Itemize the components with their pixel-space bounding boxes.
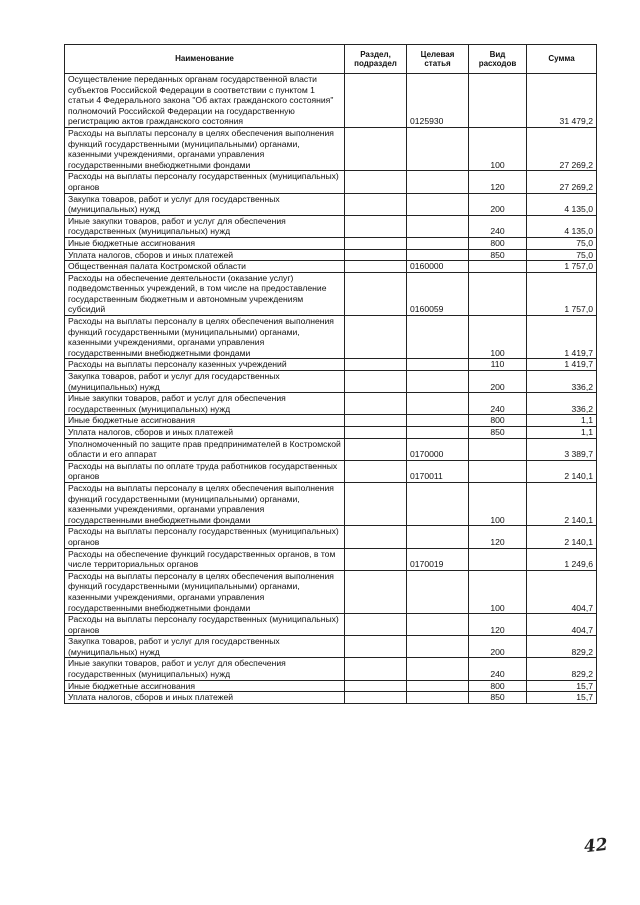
- row-article-cell: [407, 371, 469, 393]
- table-row: [65, 272, 597, 315]
- row-amount-cell: 336,2: [527, 371, 597, 393]
- page-number: 42: [583, 834, 609, 858]
- header-expense-type: Вид расходов: [469, 45, 527, 74]
- row-amount-cell: 404,7: [527, 570, 597, 613]
- row-name-cell: Иные бюджетные ассигнования: [65, 415, 345, 427]
- row-section-cell: [345, 127, 407, 170]
- row-section-cell: [345, 526, 407, 548]
- row-name-cell: Закупка товаров, работ и услуг для государственных (муниципальных) нужд: [65, 193, 345, 215]
- row-amount-cell: 4 135,0: [527, 215, 597, 237]
- table-row: [65, 215, 597, 237]
- row-amount-cell: 31 479,2: [527, 74, 597, 128]
- row-expense-type-cell: 120: [469, 526, 527, 548]
- row-article-cell: [407, 415, 469, 427]
- table-row: [65, 636, 597, 658]
- row-section-cell: [345, 636, 407, 658]
- row-article-cell: [407, 127, 469, 170]
- table-row: [65, 460, 597, 482]
- row-section-cell: [345, 460, 407, 482]
- row-amount-cell: 1,1: [527, 415, 597, 427]
- row-amount-cell: 2 140,1: [527, 526, 597, 548]
- row-name-cell: Осуществление переданных органам государственной власти субъектов Российской Федерации в соответствии с пунктом 1 статьи 4 Федерального закона "Об актах гражданского состояния" полномочий Российской Федерации на государственную регистрацию актов гражданского состояния: [65, 74, 345, 128]
- row-name-cell: Расходы на выплаты персоналу государственных (муниципальных) органов: [65, 171, 345, 193]
- row-expense-type-cell: 800: [469, 415, 527, 427]
- row-section-cell: [345, 171, 407, 193]
- row-name-cell: Иные бюджетные ассигнования: [65, 237, 345, 249]
- row-article-cell: [407, 249, 469, 261]
- table-row: [65, 249, 597, 261]
- table-row: [65, 548, 597, 570]
- row-name-cell: Расходы на выплаты персоналу государственных (муниципальных) органов: [65, 526, 345, 548]
- row-section-cell: [345, 237, 407, 249]
- header-name: Наименование: [65, 45, 345, 74]
- row-expense-type-cell: 850: [469, 249, 527, 261]
- row-expense-type-cell: 800: [469, 680, 527, 692]
- row-amount-cell: 404,7: [527, 614, 597, 636]
- row-amount-cell: 829,2: [527, 658, 597, 680]
- row-name-cell: Расходы на выплаты по оплате труда работников государственных органов: [65, 460, 345, 482]
- budget-table: [64, 44, 597, 704]
- table-row: [65, 614, 597, 636]
- row-article-cell: [407, 570, 469, 613]
- row-expense-type-cell: [469, 460, 527, 482]
- row-article-cell: [407, 658, 469, 680]
- row-amount-cell: 2 140,1: [527, 460, 597, 482]
- row-section-cell: [345, 427, 407, 439]
- row-section-cell: [345, 74, 407, 128]
- row-expense-type-cell: 100: [469, 127, 527, 170]
- row-expense-type-cell: 240: [469, 393, 527, 415]
- row-section-cell: [345, 261, 407, 273]
- row-expense-type-cell: [469, 548, 527, 570]
- table-row: [65, 74, 597, 128]
- row-expense-type-cell: 100: [469, 482, 527, 525]
- row-amount-cell: 75,0: [527, 249, 597, 261]
- row-expense-type-cell: [469, 74, 527, 128]
- row-article-cell: 0170000: [407, 438, 469, 460]
- row-expense-type-cell: 200: [469, 371, 527, 393]
- row-section-cell: [345, 482, 407, 525]
- row-article-cell: 0160000: [407, 261, 469, 273]
- row-expense-type-cell: 200: [469, 636, 527, 658]
- row-section-cell: [345, 316, 407, 359]
- row-amount-cell: 336,2: [527, 393, 597, 415]
- row-amount-cell: 1,1: [527, 427, 597, 439]
- row-expense-type-cell: [469, 272, 527, 315]
- row-name-cell: Расходы на выплаты персоналу казенных учреждений: [65, 359, 345, 371]
- row-amount-cell: 27 269,2: [527, 171, 597, 193]
- row-expense-type-cell: 110: [469, 359, 527, 371]
- row-amount-cell: 1 249,6: [527, 548, 597, 570]
- row-expense-type-cell: [469, 438, 527, 460]
- row-expense-type-cell: 120: [469, 171, 527, 193]
- row-article-cell: 0125930: [407, 74, 469, 128]
- table-body: [65, 74, 597, 704]
- row-amount-cell: 2 140,1: [527, 482, 597, 525]
- row-expense-type-cell: 200: [469, 193, 527, 215]
- row-expense-type-cell: [469, 261, 527, 273]
- row-article-cell: [407, 215, 469, 237]
- row-article-cell: [407, 482, 469, 525]
- row-section-cell: [345, 570, 407, 613]
- table-row: [65, 127, 597, 170]
- row-name-cell: Уполномоченный по защите прав предпринимателей в Костромской области и его аппарат: [65, 438, 345, 460]
- row-section-cell: [345, 438, 407, 460]
- row-name-cell: Закупка товаров, работ и услуг для государственных (муниципальных) нужд: [65, 371, 345, 393]
- row-name-cell: Расходы на выплаты персоналу в целях обеспечения выполнения функций государственными (муниципальными) органами, казенными учреждениями, органами управления государственными внебюджетными фондами: [65, 570, 345, 613]
- row-section-cell: [345, 193, 407, 215]
- row-article-cell: 0160059: [407, 272, 469, 315]
- table-row: [65, 570, 597, 613]
- row-article-cell: 0170011: [407, 460, 469, 482]
- row-amount-cell: 1 757,0: [527, 272, 597, 315]
- row-section-cell: [345, 272, 407, 315]
- table-row: [65, 415, 597, 427]
- row-amount-cell: 3 389,7: [527, 438, 597, 460]
- row-name-cell: Иные закупки товаров, работ и услуг для обеспечения государственных (муниципальных) нужд: [65, 658, 345, 680]
- row-section-cell: [345, 614, 407, 636]
- table-row: [65, 193, 597, 215]
- row-name-cell: Расходы на выплаты персоналу в целях обеспечения выполнения функций государственными (муниципальными) органами, казенными учреждениями, органами управления государственными внебюджетными фондами: [65, 316, 345, 359]
- row-section-cell: [345, 393, 407, 415]
- row-article-cell: [407, 359, 469, 371]
- header-amount: Сумма: [527, 45, 597, 74]
- row-amount-cell: 15,7: [527, 692, 597, 704]
- row-section-cell: [345, 249, 407, 261]
- row-name-cell: Расходы на выплаты персоналу государственных (муниципальных) органов: [65, 614, 345, 636]
- row-article-cell: [407, 427, 469, 439]
- row-amount-cell: 75,0: [527, 237, 597, 249]
- row-article-cell: [407, 393, 469, 415]
- row-article-cell: [407, 193, 469, 215]
- table-row: [65, 359, 597, 371]
- row-name-cell: Уплата налогов, сборов и иных платежей: [65, 249, 345, 261]
- table-row: [65, 658, 597, 680]
- table-row: [65, 237, 597, 249]
- row-name-cell: Уплата налогов, сборов и иных платежей: [65, 427, 345, 439]
- table-row: [65, 427, 597, 439]
- row-expense-type-cell: 100: [469, 570, 527, 613]
- table-row: [65, 171, 597, 193]
- row-section-cell: [345, 371, 407, 393]
- row-name-cell: Уплата налогов, сборов и иных платежей: [65, 692, 345, 704]
- row-name-cell: Закупка товаров, работ и услуг для государственных (муниципальных) нужд: [65, 636, 345, 658]
- row-name-cell: Расходы на обеспечение функций государственных органов, в том числе территориальных органов: [65, 548, 345, 570]
- row-name-cell: Иные закупки товаров, работ и услуг для обеспечения государственных (муниципальных) нужд: [65, 393, 345, 415]
- table-row: [65, 371, 597, 393]
- row-name-cell: Расходы на обеспечение деятельности (оказание услуг) подведомственных учреждений, в том числе на предоставление государственным бюджетным и автономным учреждениям субсидий: [65, 272, 345, 315]
- row-name-cell: Расходы на выплаты персоналу в целях обеспечения выполнения функций государственными (муниципальными) органами, казенными учреждениями, органами управления государственными внебюджетными фондами: [65, 127, 345, 170]
- row-article-cell: [407, 316, 469, 359]
- row-amount-cell: 1 419,7: [527, 316, 597, 359]
- row-name-cell: Иные бюджетные ассигнования: [65, 680, 345, 692]
- row-article-cell: [407, 526, 469, 548]
- row-amount-cell: 829,2: [527, 636, 597, 658]
- row-section-cell: [345, 415, 407, 427]
- row-section-cell: [345, 548, 407, 570]
- table-row: [65, 680, 597, 692]
- table-row: [65, 316, 597, 359]
- row-article-cell: [407, 680, 469, 692]
- row-expense-type-cell: 800: [469, 237, 527, 249]
- row-amount-cell: 4 135,0: [527, 193, 597, 215]
- header-article: Целевая статья: [407, 45, 469, 74]
- row-section-cell: [345, 359, 407, 371]
- row-amount-cell: 27 269,2: [527, 127, 597, 170]
- row-amount-cell: 1 419,7: [527, 359, 597, 371]
- row-name-cell: Расходы на выплаты персоналу в целях обеспечения выполнения функций государственными (муниципальными) органами, казенными учреждениями, органами управления государственными внебюджетными фондами: [65, 482, 345, 525]
- row-expense-type-cell: 850: [469, 427, 527, 439]
- header-row: [65, 45, 597, 74]
- row-amount-cell: 1 757,0: [527, 261, 597, 273]
- table-row: [65, 482, 597, 525]
- table-row: [65, 393, 597, 415]
- row-name-cell: Общественная палата Костромской области: [65, 261, 345, 273]
- header-section: Раздел, подраздел: [345, 45, 407, 74]
- row-expense-type-cell: 240: [469, 215, 527, 237]
- row-name-cell: Иные закупки товаров, работ и услуг для обеспечения государственных (муниципальных) нужд: [65, 215, 345, 237]
- row-article-cell: [407, 614, 469, 636]
- table-row: [65, 261, 597, 273]
- row-section-cell: [345, 692, 407, 704]
- row-amount-cell: 15,7: [527, 680, 597, 692]
- row-expense-type-cell: 120: [469, 614, 527, 636]
- table-row: [65, 526, 597, 548]
- row-article-cell: [407, 171, 469, 193]
- row-section-cell: [345, 215, 407, 237]
- row-expense-type-cell: 240: [469, 658, 527, 680]
- row-article-cell: [407, 237, 469, 249]
- row-article-cell: [407, 692, 469, 704]
- row-expense-type-cell: 850: [469, 692, 527, 704]
- row-article-cell: 0170019: [407, 548, 469, 570]
- table-row: [65, 692, 597, 704]
- table-row: [65, 438, 597, 460]
- row-section-cell: [345, 680, 407, 692]
- row-section-cell: [345, 658, 407, 680]
- row-article-cell: [407, 636, 469, 658]
- row-expense-type-cell: 100: [469, 316, 527, 359]
